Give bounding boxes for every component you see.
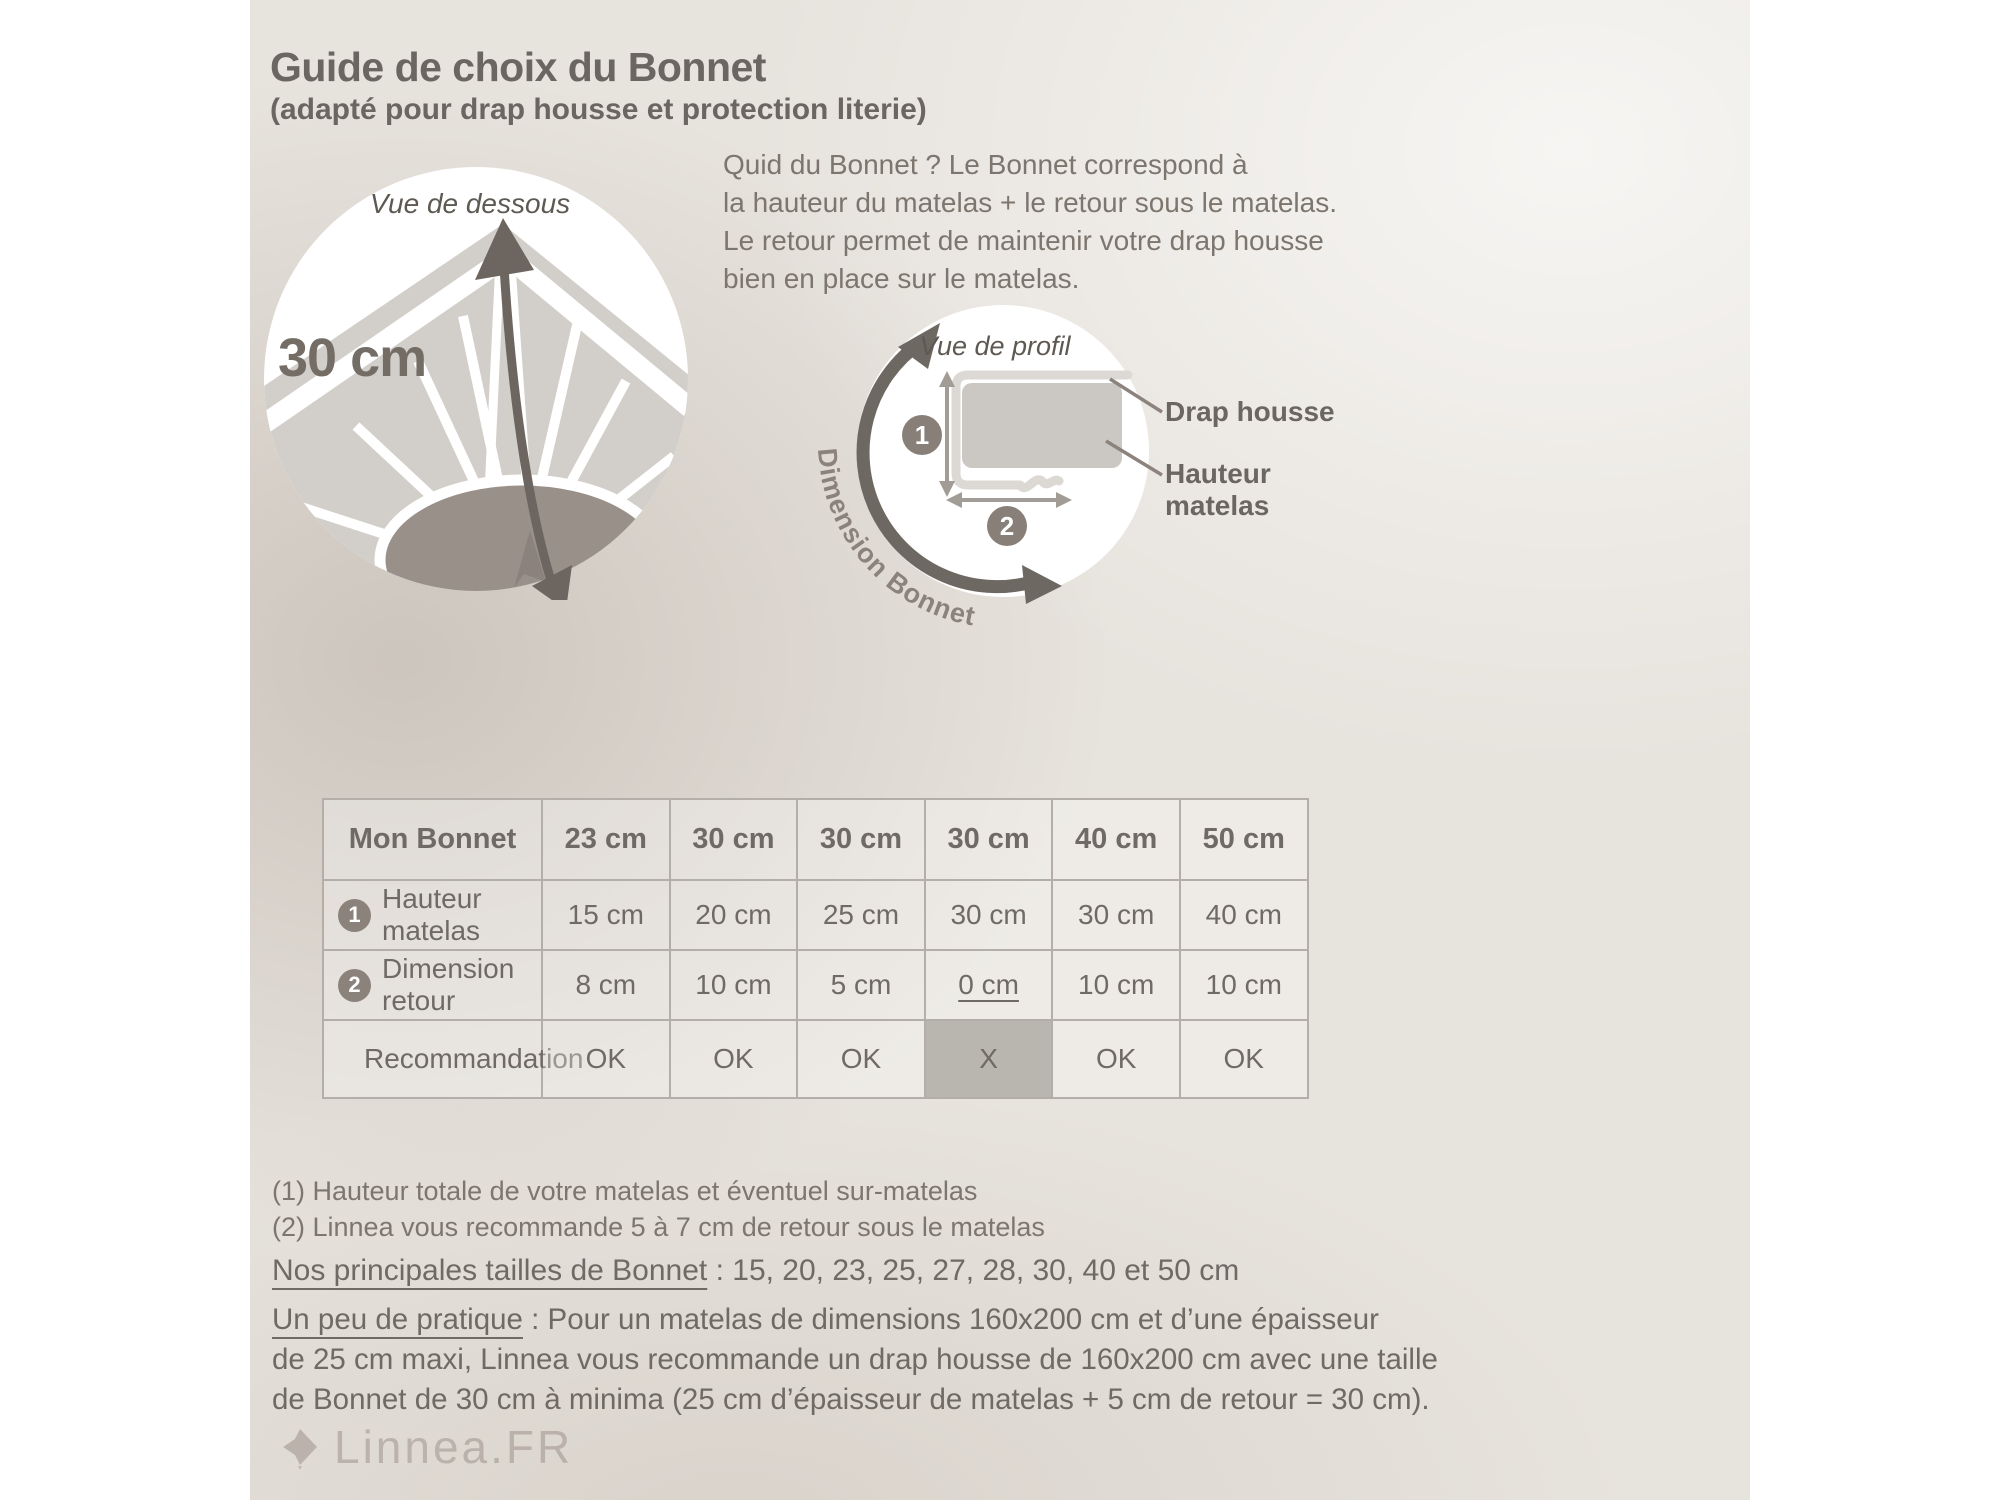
- table-cell: OK: [543, 1021, 671, 1099]
- table-cell: 10 cm: [1181, 951, 1309, 1021]
- table-header-cell: 23 cm: [543, 800, 671, 881]
- table-cell: 5 cm: [798, 951, 926, 1021]
- intro-paragraph: [723, 146, 1337, 298]
- bottom-view-illustration: [260, 158, 692, 600]
- practice-underlined: Un peu de pratique: [272, 1303, 523, 1336]
- linnea-logo-text: Linnea.FR: [334, 1421, 574, 1473]
- intro-line: la hauteur du matelas + le retour sous le matelas.: [723, 187, 1338, 218]
- table-cell-highlighted: X: [926, 1021, 1054, 1099]
- table-header-cell: 40 cm: [1053, 800, 1181, 881]
- linnea-logo-icon: [278, 1424, 320, 1470]
- badge-2-icon: 2: [338, 969, 371, 1002]
- table-cell: OK: [798, 1021, 926, 1099]
- badge-1-icon: 1: [338, 899, 371, 932]
- table-cell: 10 cm: [1053, 951, 1181, 1021]
- practice-line3: de Bonnet de 30 cm à minima (25 cm d’épaisseur de matelas + 5 cm de retour = 30 cm).: [272, 1383, 1430, 1416]
- table-cell: OK: [671, 1021, 799, 1099]
- table-cell: 8 cm: [543, 951, 671, 1021]
- footnote-2: (2) Linnea vous recommande 5 à 7 cm de retour sous le matelas: [272, 1212, 1045, 1242]
- intro-line: bien en place sur le matelas.: [723, 263, 1080, 294]
- callout-drap-housse-label: Drap housse: [1165, 396, 1335, 427]
- page-subtitle: (adapté pour drap housse et protection literie): [270, 93, 927, 126]
- row-label-text: Dimension retour: [382, 953, 515, 1016]
- table-cell: 30 cm: [1053, 881, 1181, 951]
- table-cell: 30 cm: [926, 881, 1054, 951]
- table-row-label: [324, 951, 543, 1021]
- sizes-line: [272, 1254, 1239, 1288]
- practice-line2: de 25 cm maxi, Linnea vous recommande un drap housse de 160x200 cm avec une taille: [272, 1343, 1438, 1376]
- mattress-profile: [962, 383, 1122, 468]
- table-header-cell: Mon Bonnet: [324, 800, 543, 881]
- row-label-text: Recommandation: [364, 1043, 584, 1074]
- content-area: [250, 0, 1750, 1500]
- table-cell: 25 cm: [798, 881, 926, 951]
- table-header-cell: 50 cm: [1181, 800, 1309, 881]
- bottom-view-label: Vue de dessous: [369, 188, 571, 219]
- table-header-cell: 30 cm: [926, 800, 1054, 881]
- table-cell: OK: [1053, 1021, 1181, 1099]
- linnea-logo: [278, 1420, 573, 1474]
- profile-view-diagram: [810, 295, 1165, 640]
- table-cell: 15 cm: [543, 881, 671, 951]
- sizes-line-underlined: Nos principales tailles de Bonnet: [272, 1254, 708, 1287]
- intro-line: Quid du Bonnet ? Le Bonnet correspond à: [723, 149, 1248, 180]
- table-cell: 10 cm: [671, 951, 799, 1021]
- bonnet-table: [322, 798, 1309, 1099]
- practice-line1-rest: : Pour un matelas de dimensions 160x200 cm et d’une épaisseur: [522, 1303, 1379, 1336]
- table-cell: 40 cm: [1181, 881, 1309, 951]
- table-row-label: [324, 1021, 584, 1099]
- table-header-cell: 30 cm: [671, 800, 799, 881]
- mattress-ellipse: [380, 480, 664, 600]
- dimension-bonnet-label: Dimension Bonnet: [811, 446, 979, 632]
- table-cell-underlined: 0 cm: [926, 951, 1054, 1021]
- sizes-line-rest: : 15, 20, 23, 25, 27, 28, 30, 40 et 50 cm: [707, 1254, 1240, 1287]
- badge-2-number: 2: [999, 511, 1015, 541]
- practice-paragraph: [272, 1300, 1438, 1420]
- table-cell: 20 cm: [671, 881, 799, 951]
- bottom-view-diagram: [260, 158, 692, 600]
- footnote-1: (1) Hauteur totale de votre matelas et éventuel sur-matelas: [272, 1176, 978, 1206]
- profile-view-label: Vue de profil: [919, 331, 1071, 361]
- bottom-view-measurement: 30 cm: [278, 328, 427, 388]
- page-title: Guide de choix du Bonnet: [270, 44, 766, 90]
- profile-view-illustration: [810, 295, 1165, 640]
- callout-hauteur-matelas-label: Hauteur matelas: [1165, 458, 1271, 521]
- table-header-cell: 30 cm: [798, 800, 926, 881]
- row-label-text: Hauteur matelas: [382, 883, 482, 946]
- table-cell: OK: [1181, 1021, 1309, 1099]
- table-row-label: [324, 881, 543, 951]
- badge-1-number: 1: [914, 420, 930, 450]
- intro-line: Le retour permet de maintenir votre drap housse: [723, 225, 1324, 256]
